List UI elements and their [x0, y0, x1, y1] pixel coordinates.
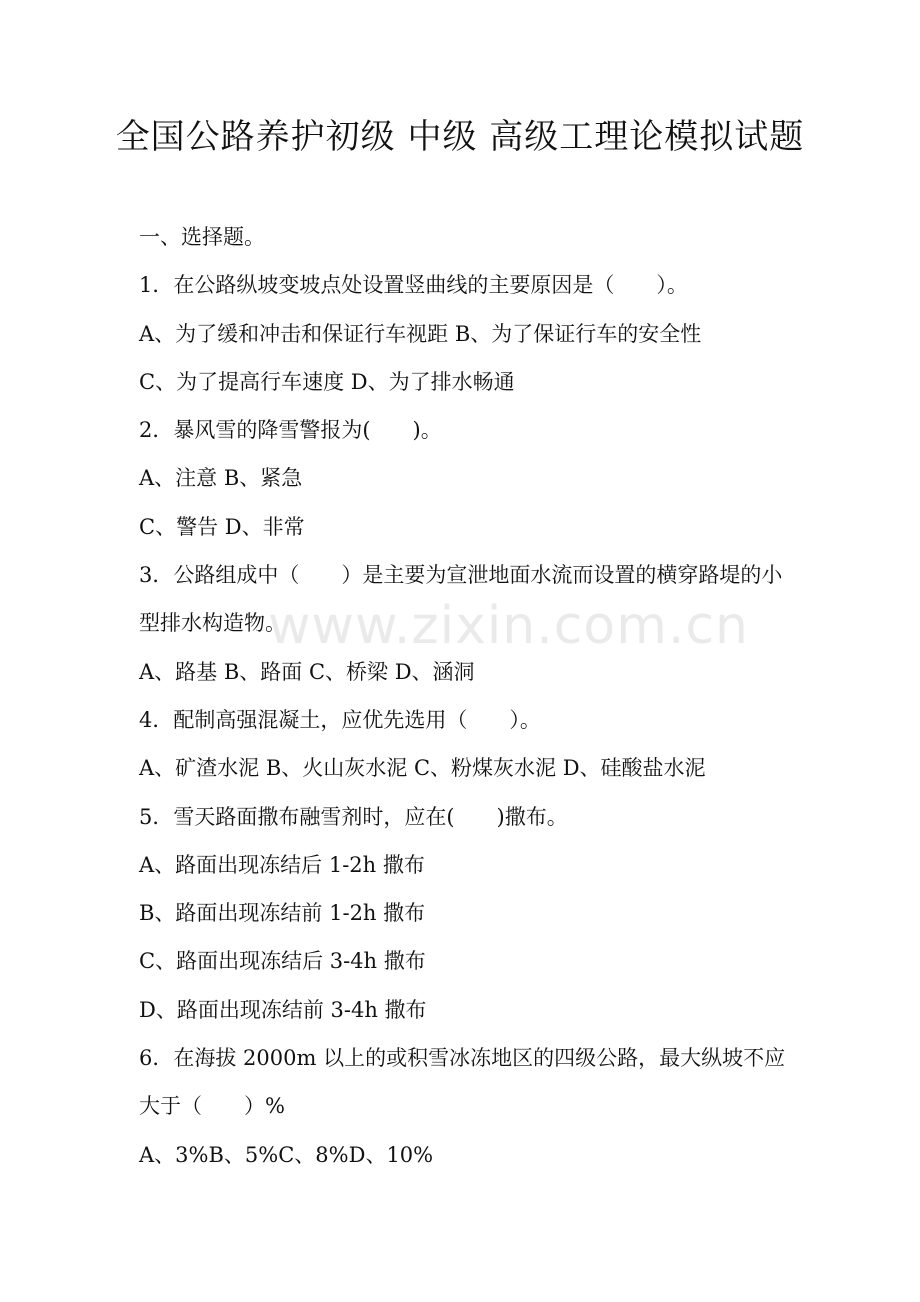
question-stem: 3．公路组成中（ ）是主要为宣泄地面水流而设置的横穿路堤的小型排水构造物。 [139, 563, 783, 636]
question-stem: 2．暴风雪的降雪警报为( )。 [139, 418, 442, 443]
question-option: A、注意 B、紧急 [139, 466, 303, 491]
section-heading: 一、选择题。 [139, 225, 265, 249]
question-stem: 1．在公路纵坡变坡点处设置竖曲线的主要原因是（ ）。 [139, 273, 688, 298]
document-title: 全国公路养护初级 中级 高级工理论模拟试题 [115, 117, 805, 157]
question-option: D、路面出现冻结前 3-4h 撒布 [139, 997, 427, 1022]
watermark-text: www.zixin.com.cn [268, 596, 749, 656]
question-stem: 4．配制高强混凝土，应优先选用（ ）。 [139, 707, 541, 732]
question-option: B、路面出现冻结前 1-2h 撒布 [139, 901, 426, 926]
question-option: A、路面出现冻结后 1-2h 撒布 [139, 852, 425, 877]
question-option: A、3%B、5%C、8%D、10% [139, 1142, 434, 1167]
question-stem: 5．雪天路面撒布融雪剂时，应在( )撒布。 [139, 804, 568, 829]
question-option: A、矿渣水泥 B、火山灰水泥 C、粉煤灰水泥 D、硅酸盐水泥 [139, 756, 706, 781]
question-option: A、为了缓和冲击和保证行车视距 B、为了保证行车的安全性 [139, 321, 702, 346]
question-option: C、为了提高行车速度 D、为了排水畅通 [139, 369, 515, 394]
question-option: A、路基 B、路面 C、桥梁 D、涵洞 [139, 659, 475, 684]
question-option: C、路面出现冻结后 3-4h 撒布 [139, 949, 426, 974]
question-stem: 6．在海拔 2000m 以上的或积雪冰冻地区的四级公路，最大纵坡不应大于（ ）% [139, 1046, 786, 1119]
document-body [139, 213, 789, 1179]
question-option: C、警告 D、非常 [139, 514, 305, 539]
